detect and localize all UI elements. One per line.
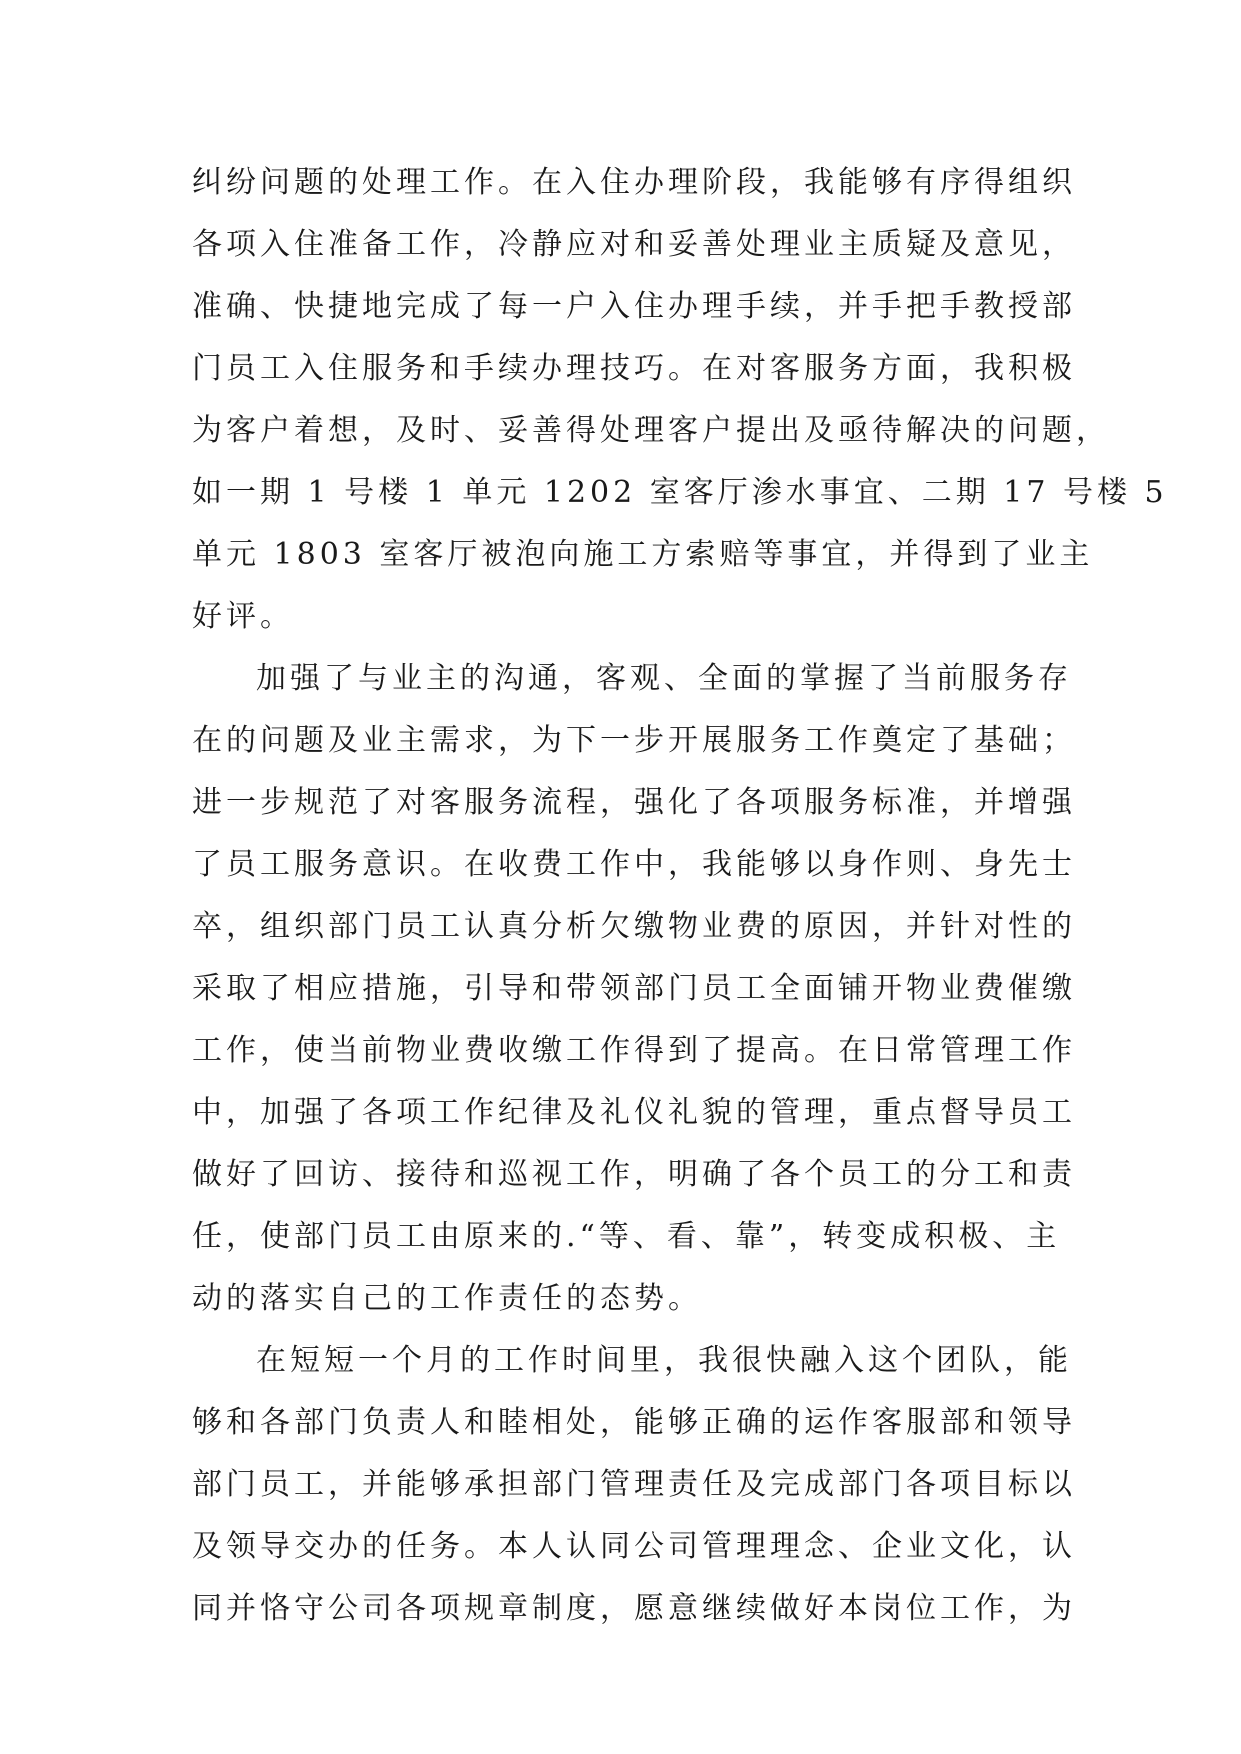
body-text bbox=[192, 152, 1168, 1640]
text-line: 够和各部门负责人和睦相处，能够正确的运作客服部和领导 bbox=[192, 1405, 1076, 1440]
text-line: 如一期 1 号楼 1 单元 1202 室客厅渗水事宜、二期 17 号楼 5 bbox=[192, 475, 1168, 510]
paragraph-2 bbox=[192, 648, 1076, 1330]
text-line: 任，使部门员工由原来的.“等、看、靠”，转变成积极、主 bbox=[192, 1219, 1061, 1254]
paragraph-3 bbox=[192, 1330, 1076, 1640]
text-line: 工作，使当前物业费收缴工作得到了提高。在日常管理工作 bbox=[192, 1033, 1076, 1068]
text-line: 单元 1803 室客厅被泡向施工方索赔等事宜，并得到了业主 bbox=[192, 537, 1094, 572]
text-line: 门员工入住服务和手续办理技巧。在对客服务方面，我积极 bbox=[192, 351, 1076, 386]
text-line: 中，加强了各项工作纪律及礼仪礼貌的管理，重点督导员工 bbox=[192, 1095, 1076, 1130]
text-line: 在的问题及业主需求，为下一步开展服务工作奠定了基础； bbox=[192, 723, 1076, 758]
text-line: 做好了回访、接待和巡视工作，明确了各个员工的分工和责 bbox=[192, 1157, 1076, 1192]
text-line: 加强了与业主的沟通，客观、全面的掌握了当前服务存 bbox=[256, 661, 1072, 696]
text-line: 卒，组织部门员工认真分析欠缴物业费的原因，并针对性的 bbox=[192, 909, 1076, 944]
text-line: 了员工服务意识。在收费工作中，我能够以身作则、身先士 bbox=[192, 847, 1076, 882]
text-line: 采取了相应措施，引导和带领部门员工全面铺开物业费催缴 bbox=[192, 971, 1076, 1006]
text-line: 好评。 bbox=[192, 599, 294, 634]
text-line: 在短短一个月的工作时间里，我很快融入这个团队，能 bbox=[256, 1343, 1072, 1378]
text-line: 为客户着想，及时、妥善得处理客户提出及亟待解决的问题， bbox=[192, 413, 1110, 448]
text-line: 同并恪守公司各项规章制度，愿意继续做好本岗位工作，为 bbox=[192, 1591, 1076, 1626]
text-line: 准确、快捷地完成了每一户入住办理手续，并手把手教授部 bbox=[192, 289, 1076, 324]
text-line: 纠纷问题的处理工作。在入住办理阶段，我能够有序得组织 bbox=[192, 165, 1076, 200]
text-line: 动的落实自己的工作责任的态势。 bbox=[192, 1281, 702, 1316]
text-line: 各项入住准备工作，冷静应对和妥善处理业主质疑及意见， bbox=[192, 227, 1076, 262]
text-line: 进一步规范了对客服务流程，强化了各项服务标准，并增强 bbox=[192, 785, 1076, 820]
text-line: 及领导交办的任务。本人认同公司管理理念、企业文化，认 bbox=[192, 1529, 1076, 1564]
text-line: 部门员工，并能够承担部门管理责任及完成部门各项目标以 bbox=[192, 1467, 1076, 1502]
paragraph-1 bbox=[192, 152, 1168, 648]
